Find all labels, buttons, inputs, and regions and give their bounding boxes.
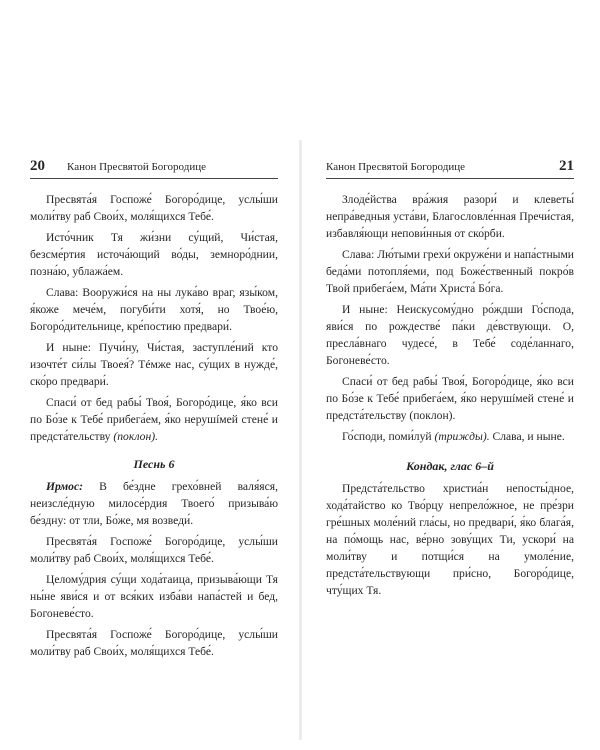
left-page <box>30 158 278 664</box>
paragraph-label: И ныне: <box>46 341 91 354</box>
irmos-paragraph <box>30 478 278 529</box>
prayer-paragraph <box>30 284 278 335</box>
prayer-paragraph: Пресвята́я Госпоже́ Богоро́дице, услы́ши моли́тву раб Свои́х, моля́щихся Тебе́. <box>30 628 278 658</box>
running-title: Канон Пресвятой Богородице <box>326 161 465 173</box>
irmos-label: Ирмос: <box>46 480 83 493</box>
right-page-header <box>326 158 574 179</box>
prayer-paragraph: Целому́дрия су́щи хода́таица, призыва́ющи Тя ны́не яви́ся и от вся́ких изба́ви напа́стей и бед, Богоневе́сто. <box>30 573 278 620</box>
prayer-paragraph <box>326 428 574 445</box>
paragraph-text: В бе́здне грехо́вней валя́яся, неизсле́дную милосе́рдия Твоего́ призыва́ю бе́здну: от тли, Бо́же, мя возведи́. <box>30 480 278 527</box>
running-title: Канон Пресвятой Богородице <box>67 161 206 173</box>
paragraph-label: Слава: <box>342 248 375 261</box>
prayer-paragraph: Пресвята́я Госпоже́ Богоро́дице, услы́ши моли́тву раб Свои́х, моля́щихся Тебе́. <box>30 193 278 223</box>
left-page-header <box>30 158 278 179</box>
paragraph-text: Го́споди, поми́луй <box>342 430 435 443</box>
paragraph-text: Вооружи́ся на ны лука́во враг, язы́ком, я́коже мече́м, погуби́ти хотя́, но Твое́ю, Богоро́дительнице, кре́постию предвари́. <box>30 286 278 333</box>
prayer-paragraph: Злоде́йства вра́жия разори́ и клеветы́ непра́ведныя уста́ви, Благословле́нная Пречи́стая, избавля́ющи непови́нныя от ско́рби. <box>326 193 574 240</box>
prayer-paragraph: Исто́чник Тя жи́зни су́щий, Чи́стая, безсме́ртия источа́ющий во́ды, земноро́днии, позна́ю, ублажа́ем. <box>30 231 278 278</box>
prayer-paragraph <box>326 246 574 297</box>
paragraph-text: Неискусому́дно ро́ждши Го́спода, яви́ся по рождестве́ па́ки де́вствующи. О, пресла́внаго чудесе́, в Тебе́ соде́ланнаго, Богоневе́сто. <box>326 303 574 367</box>
page-number: 21 <box>559 158 574 174</box>
prayer-paragraph <box>30 394 278 445</box>
paragraph-label: И ныне: <box>342 303 388 316</box>
paragraph-text: Лю́тыми грехи́ окруже́ни и напа́стными беда́ми потопля́еми, под Боже́ственный покро́в Твой прибега́ем, Ма́ти Христа́ Бо́га. <box>326 248 574 295</box>
page-number: 20 <box>30 158 45 174</box>
section-heading: Песнь 6 <box>133 457 175 471</box>
paragraph-label: Слава: <box>46 286 79 299</box>
kontakion-paragraph: Предста́тельство христиа́н непосты́дное, хода́тайство ко Тво́рцу непрело́жное, не пре́зри гре́шных моле́ний гла́сы, но предвари́, я́ко блага́я, на по́мощь нас, ве́рно зову́щих Ти, ускори́ на моли́тву и потщи́ся на умоле́ние, предста́тельствующи при́сно, Богоро́дице, чту́щих Тя. <box>326 482 574 597</box>
paragraph-text: Пучи́ну, Чи́стая, заступле́ний кто изочте́т си́лы Твоея́? Тéмже нас, су́щих в нужде́, ско́ро предвари́. <box>30 341 278 388</box>
prayer-paragraph: Спаси́ от бед рабы́ Твоя́, Богоро́дице, я́ко вси по Бо́зе к Тебе́ прибега́ем, я́ко нерушíмей стене́ и предста́тельству (поклон). <box>326 375 574 422</box>
paragraph-text: Слава, и ныне. <box>489 430 565 443</box>
right-page <box>326 158 574 603</box>
section-heading: Кондак, глас 6–й <box>406 459 494 473</box>
book-gutter <box>299 140 302 740</box>
prayer-paragraph <box>326 301 574 369</box>
rubric-italic: (трижды). <box>434 430 490 443</box>
paragraph-text: Спаси́ от бед рабы́ Твоя́, Богоро́дице, я́ко вси по Бо́зе к Тебе́ прибега́ем, я́ко нерушíмей стене́ и предста́тельству <box>30 396 278 443</box>
prayer-paragraph <box>30 339 278 390</box>
prayer-paragraph: Пресвята́я Госпоже́ Богоро́дице, услы́ши моли́тву раб Свои́х, моля́щихся Тебе́. <box>30 535 278 565</box>
rubric-italic: (поклон). <box>113 430 158 443</box>
